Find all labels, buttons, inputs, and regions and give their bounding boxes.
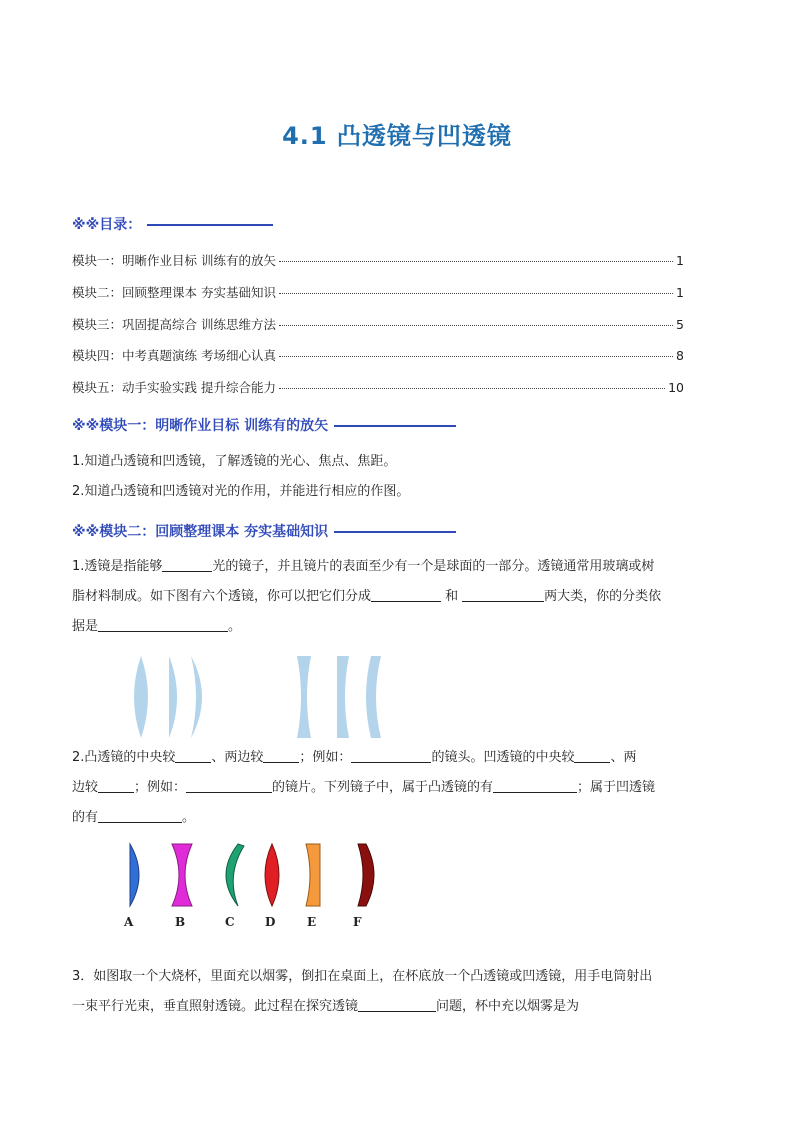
- toc-item-label: 模块二：回顾整理课本 夯实基础知识: [72, 285, 276, 300]
- toc-item-label: 模块三：巩固提高综合 训练思维方法: [72, 317, 276, 332]
- answer-blank[interactable]: [358, 997, 436, 1012]
- answer-blank[interactable]: [162, 557, 212, 572]
- lens-label-f: F: [353, 915, 362, 929]
- plano-concave-lens: [337, 656, 349, 738]
- toc-heading: [72, 214, 273, 234]
- question-3: 3．如图取一个大烧杯，里面充以烟雾，倒扣在桌面上，在杯底放一个凸透镜或凹透镜，用手电筒射出 一束平行光束，垂直照射透镜。此过程在探究透镜 问题，杯中充以烟雾是为: [72, 969, 653, 1014]
- answer-blank[interactable]: [263, 748, 299, 763]
- toc-item[interactable]: [72, 378, 684, 396]
- meniscus-convex-lens: [191, 656, 202, 738]
- lenses-a-f-figure: [110, 838, 400, 934]
- toc-item-label: 模块一：明晰作业目标 训练有的放矢: [72, 253, 276, 268]
- biconvex-lens: [134, 656, 148, 738]
- answer-blank[interactable]: [371, 587, 441, 602]
- toc-item[interactable]: [72, 251, 684, 269]
- toc-item-page: 10: [668, 380, 684, 395]
- toc-item[interactable]: [72, 283, 684, 301]
- plano-convex-lens: [169, 656, 177, 738]
- toc-item-label: 模块四：中考真题演练 考场细心认真: [72, 348, 276, 363]
- toc-item-label: 模块五：动手实验实践 提升综合能力: [72, 380, 276, 395]
- toc-item[interactable]: [72, 346, 684, 364]
- toc-item-page: 1: [676, 253, 684, 268]
- toc-leader-dots: [279, 261, 673, 262]
- toc-item[interactable]: [72, 315, 684, 333]
- answer-blank[interactable]: [574, 748, 610, 763]
- answer-blank[interactable]: [493, 778, 577, 793]
- lens-f-meniscus-concave: [358, 844, 374, 906]
- lens-label-b: B: [175, 915, 186, 929]
- heading-rule: [334, 425, 456, 427]
- page-title: 4.1 凸透镜与凹透镜: [282, 122, 512, 150]
- toc-leader-dots: [279, 325, 673, 326]
- module2-heading-text: ※※模块二：回顾整理课本 夯实基础知识: [72, 524, 329, 540]
- answer-blank[interactable]: [175, 748, 211, 763]
- toc-item-page: 1: [676, 285, 684, 300]
- lens-b-biconcave: [172, 844, 192, 906]
- lens-label-a: A: [124, 915, 134, 929]
- module1-objectives: [72, 447, 726, 507]
- toc-item-page: 5: [676, 317, 684, 332]
- answer-blank[interactable]: [351, 748, 431, 763]
- toc-leader-dots: [279, 356, 673, 357]
- lens-label-c: C: [225, 915, 235, 929]
- module1-heading: [72, 415, 456, 435]
- lens-group: [134, 656, 381, 738]
- six-lenses-figure: [125, 652, 395, 742]
- answer-blank[interactable]: [98, 808, 182, 823]
- lens-e-plano-concave: [306, 844, 320, 906]
- question-2: 2.凸透镜的中央较 、两边较 ；例如： 的镜头。凹透镜的中央较 、两 边较 ；例如： 的镜片。下列镜子中，属于凸透镜的有 ；属于凹透镜 的有 。: [72, 750, 656, 825]
- toc-item-page: 8: [676, 348, 684, 363]
- meniscus-concave-lens: [366, 656, 381, 738]
- answer-blank[interactable]: [98, 778, 134, 793]
- toc-leader-dots: [279, 293, 673, 294]
- objective-item: 2.知道凸透镜和凹透镜对光的作用，并能进行相应的作图。: [72, 484, 410, 499]
- answer-blank[interactable]: [98, 617, 228, 632]
- lens-c-meniscus: [226, 844, 244, 906]
- lens-d-biconvex: [265, 844, 279, 906]
- objective-item: 1.知道凸透镜和凹透镜，了解透镜的光心、焦点、焦距。: [72, 454, 397, 469]
- toc-leader-dots: [279, 388, 665, 389]
- question-1: 1.透镜是指能够 光的镜子，并且镜片的表面至少有一个是球面的一部分。透镜通常用玻璃或树 脂材料制成。如下图有六个透镜，你可以把它们分成 和 两大类，你的分类依 据是 。: [72, 559, 662, 634]
- biconcave-lens: [297, 656, 311, 738]
- answer-blank[interactable]: [186, 778, 272, 793]
- heading-rule: [334, 531, 456, 533]
- lens-label-e: E: [307, 915, 317, 929]
- module1-heading-text: ※※模块一：明晰作业目标 训练有的放矢: [72, 418, 329, 434]
- answer-blank[interactable]: [462, 587, 544, 602]
- lens-label-d: D: [265, 915, 276, 929]
- lens-a-plano-convex: [130, 844, 139, 906]
- heading-rule: [147, 224, 273, 226]
- module2-heading: [72, 521, 456, 541]
- toc-heading-text: ※※目录：: [72, 217, 142, 233]
